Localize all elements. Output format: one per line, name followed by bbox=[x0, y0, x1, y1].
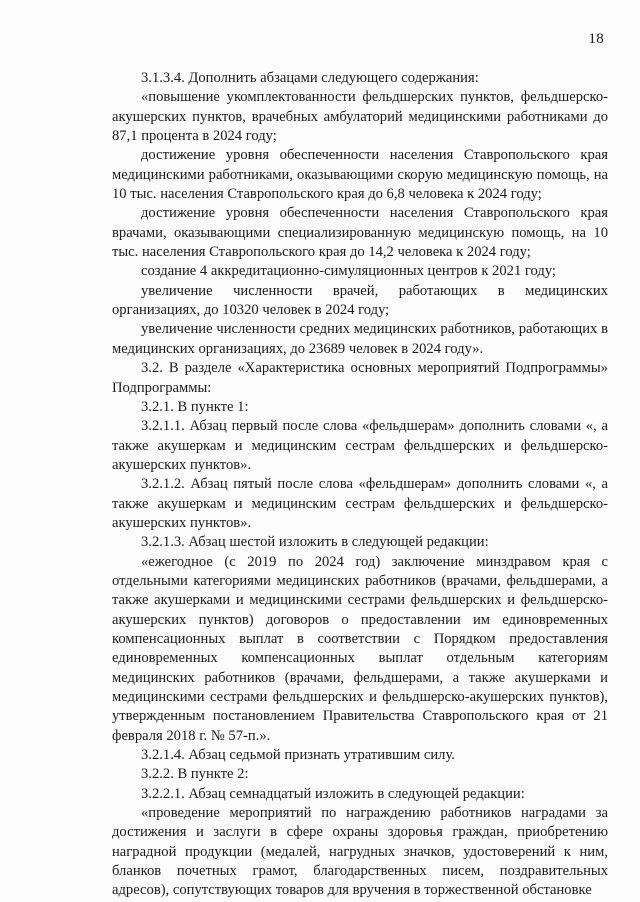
paragraph-3-2-2: 3.2.2. В пункте 2: bbox=[141, 766, 249, 783]
paragraph-doctors-count: увеличение численности врачей, работающих в медицинских организациях, до 10320 человек в 2024 году; bbox=[112, 282, 608, 319]
paragraph-3-2-1-4: 3.2.1.4. Абзац седьмой признать утратившим силу. bbox=[141, 747, 455, 764]
paragraph-emergency-care: достижение уровня обеспеченности населения Ставропольского края медицинскими работниками, оказывающими скорую медицинскую помощь, на 10 тыс. населения Ставропольского края до 6,8 человека к 2024 году; bbox=[112, 147, 608, 203]
page-number: 18 bbox=[588, 31, 604, 47]
paragraph-3-2-1: 3.2.1. В пункте 1: bbox=[141, 398, 249, 415]
paragraph-3-1-3-4: 3.1.3.4. Дополнить абзацами следующего содержания: bbox=[141, 70, 479, 86]
paragraph-3-2: 3.2. В разделе «Характеристика основных мероприятий Подпрограммы» Подпрограммы: bbox=[112, 360, 608, 396]
paragraph-3-2-2-1: 3.2.2.1. Абзац семнадцатый изложить в следующей редакции: bbox=[141, 785, 525, 802]
paragraph-simulation-centers: создание 4 аккредитационно-симуляционных центров к 2021 году; bbox=[141, 263, 556, 280]
paragraph-specialized-care: достижение уровня обеспеченности населения Ставропольского края врачами, оказывающими специализированную медицинскую помощь, на 10 тыс. населения Ставропольского края до 14,2 человека к 2024 году; bbox=[112, 205, 608, 261]
paragraph-annual-contracts: «ежегодное (с 2019 по 2024 год) заключение минздравом края с отдельными категориями медицинских работников (врачами, фельдшерами, а также акушерками и медицинскими сестрами фельдшерских и фельдшерско-акушерских пунктов) договоров о предоставлении им единовременных компенсационных выплат в соответствии с Порядком предоставления единовременных компенсационных выплат отдельным категориям медицинских работников (врачами, фельдшерами, а также акушерками и медицинскими сестрами фельдшерских и фельдшерско-акушерских пунктов), утвержденным постановлением Правительства Ставропольского края от 21 февраля 2018 г. № 57-п.». bbox=[112, 553, 608, 744]
paragraph-nurses-count: увеличение численности средних медицинских работников, работающих в медицинских организациях, до 23689 человек в 2024 году». bbox=[112, 321, 608, 357]
paragraph-awards: «проведение мероприятий по награждению работников наградами за достижения и заслуги в сфере охраны здоровья граждан, приобретению наградной продукции (медалей, нагрудных значков, удостоверений к ним, бланков почетных грамот, благодарственных писем, поздравительных адресов), сопутствующих товаров для вручения в торжественной обстановке bbox=[112, 805, 608, 899]
paragraph-staffing: «повышение укомплектованности фельдшерских пунктов, фельдшерско-акушерских пунктов, врачебных амбулаторий медицинскими работниками до 87,1 процента в 2024 году; bbox=[112, 89, 608, 145]
paragraph-3-2-1-2: 3.2.1.2. Абзац пятый после слова «фельдшерам» дополнить словами «, а также акушеркам и медицинским сестрам фельдшерских и фельдшерско-акушерских пунктов». bbox=[112, 476, 608, 531]
paragraph-3-2-1-1: 3.2.1.1. Абзац первый после слова «фельдшерам» дополнить словами «, а также акушеркам и медицинским сестрам фельдшерских и фельдшерско-акушерских пунктов». bbox=[112, 418, 608, 473]
document-body bbox=[112, 69, 608, 901]
paragraph-3-2-1-3: 3.2.1.3. Абзац шестой изложить в следующей редакции: bbox=[141, 534, 489, 551]
